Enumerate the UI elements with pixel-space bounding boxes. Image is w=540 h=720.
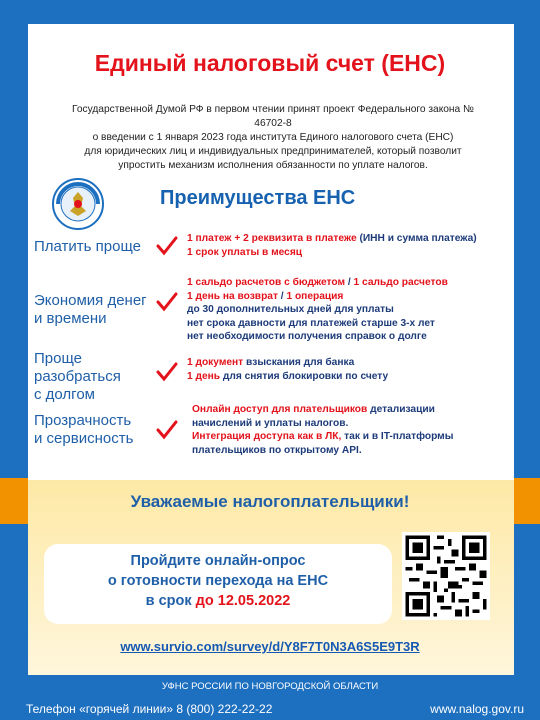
row-label-debt — [34, 350, 121, 404]
row-line: нет необходимости получения справок о долге — [187, 331, 427, 342]
left-frame-bar — [0, 0, 28, 720]
row-line: нет срока давности для платежей старше 3-х лет — [187, 317, 435, 329]
row-label-line: разобраться — [34, 368, 121, 385]
checkmark-icon — [156, 362, 178, 382]
qr-code-image[interactable] — [402, 532, 490, 620]
row-text-debt — [187, 356, 388, 383]
row-label-line: с долгом — [34, 386, 95, 403]
row-text-transparency — [192, 403, 453, 457]
intro-line: Государственной Думой РФ в первом чтении принят проект Федерального закона № 46702-8 — [72, 104, 474, 129]
row-text-pay-easier — [187, 232, 477, 259]
row-line: 1 документ взыскания для банка — [187, 357, 355, 368]
row-label-line: Прозрачность — [34, 412, 132, 429]
survey-line: в срок до 12.05.2022 — [145, 593, 291, 609]
row-label-line: и времени — [34, 310, 107, 327]
advantages-title: Преимущества ЕНС — [160, 187, 356, 209]
intro-line: упростить механизм исполнения обязанности по уплате налогов. — [118, 160, 428, 171]
greeting-heading: Уважаемые налогоплательщики! — [130, 492, 410, 511]
row-line: Онлайн доступ для плательщиков детализации — [192, 404, 435, 415]
footer-hotline: Телефон «горячей линии» 8 (800) 222-22-22 — [26, 702, 273, 716]
row-line: 1 день на возврат / 1 операция — [187, 290, 344, 302]
fns-emblem-icon — [52, 178, 104, 230]
checkmark-icon — [156, 420, 178, 440]
page-title: Единый налоговый счет (ЕНС) — [94, 50, 446, 76]
row-text-savings — [187, 276, 448, 344]
row-line: плательщиков по открытому API. — [192, 444, 362, 456]
intro-paragraph — [58, 103, 488, 173]
survey-line: Пройдите онлайн-опрос — [130, 553, 306, 569]
intro-line: о введении с 1 января 2023 года института Единого налогового счета (ЕНС) — [92, 132, 454, 143]
row-line: 1 сальдо расчетов с бюджетом / 1 сальдо расчетов — [187, 277, 448, 288]
row-label-line: Экономия денег — [34, 292, 147, 309]
footer-website-link[interactable]: www.nalog.gov.ru — [430, 702, 524, 716]
row-label-transparency — [34, 412, 133, 448]
row-label-line: и сервисность — [34, 430, 134, 447]
row-line: 1 день для снятия блокировки по счету — [187, 370, 389, 382]
checkmark-icon — [156, 292, 178, 312]
row-label-pay-easier — [34, 238, 141, 256]
survey-text — [44, 551, 392, 611]
survey-line: о готовности перехода на ЕНС — [107, 573, 329, 589]
row-label-line: Платить проще — [34, 238, 141, 255]
row-line: 1 платеж + 2 реквизита в платеже (ИНН и сумма платежа) — [187, 233, 477, 244]
intro-line: для юридических лиц и индивидуальных предпринимателей, который позволит — [84, 146, 462, 157]
row-label-savings — [34, 292, 147, 328]
checkmark-icon — [156, 236, 178, 256]
row-line: 1 срок уплаты в месяц — [187, 246, 303, 258]
row-label-line: Проще — [34, 350, 82, 367]
row-line: Интеграция доступа как в ЛК, так и в IT-платформы — [192, 431, 454, 442]
footer-organization: УФНС РОССИИ ПО НОВГОРОДСКОЙ ОБЛАСТИ — [161, 681, 379, 692]
right-frame-bar — [514, 0, 540, 720]
row-line: начислений и уплаты налогов. — [192, 417, 349, 429]
survey-link[interactable]: www.survio.com/survey/d/Y8F7T0N3A6S5E9T3R — [120, 639, 420, 654]
row-line: до 30 дополнительных дней для уплаты — [187, 304, 394, 315]
